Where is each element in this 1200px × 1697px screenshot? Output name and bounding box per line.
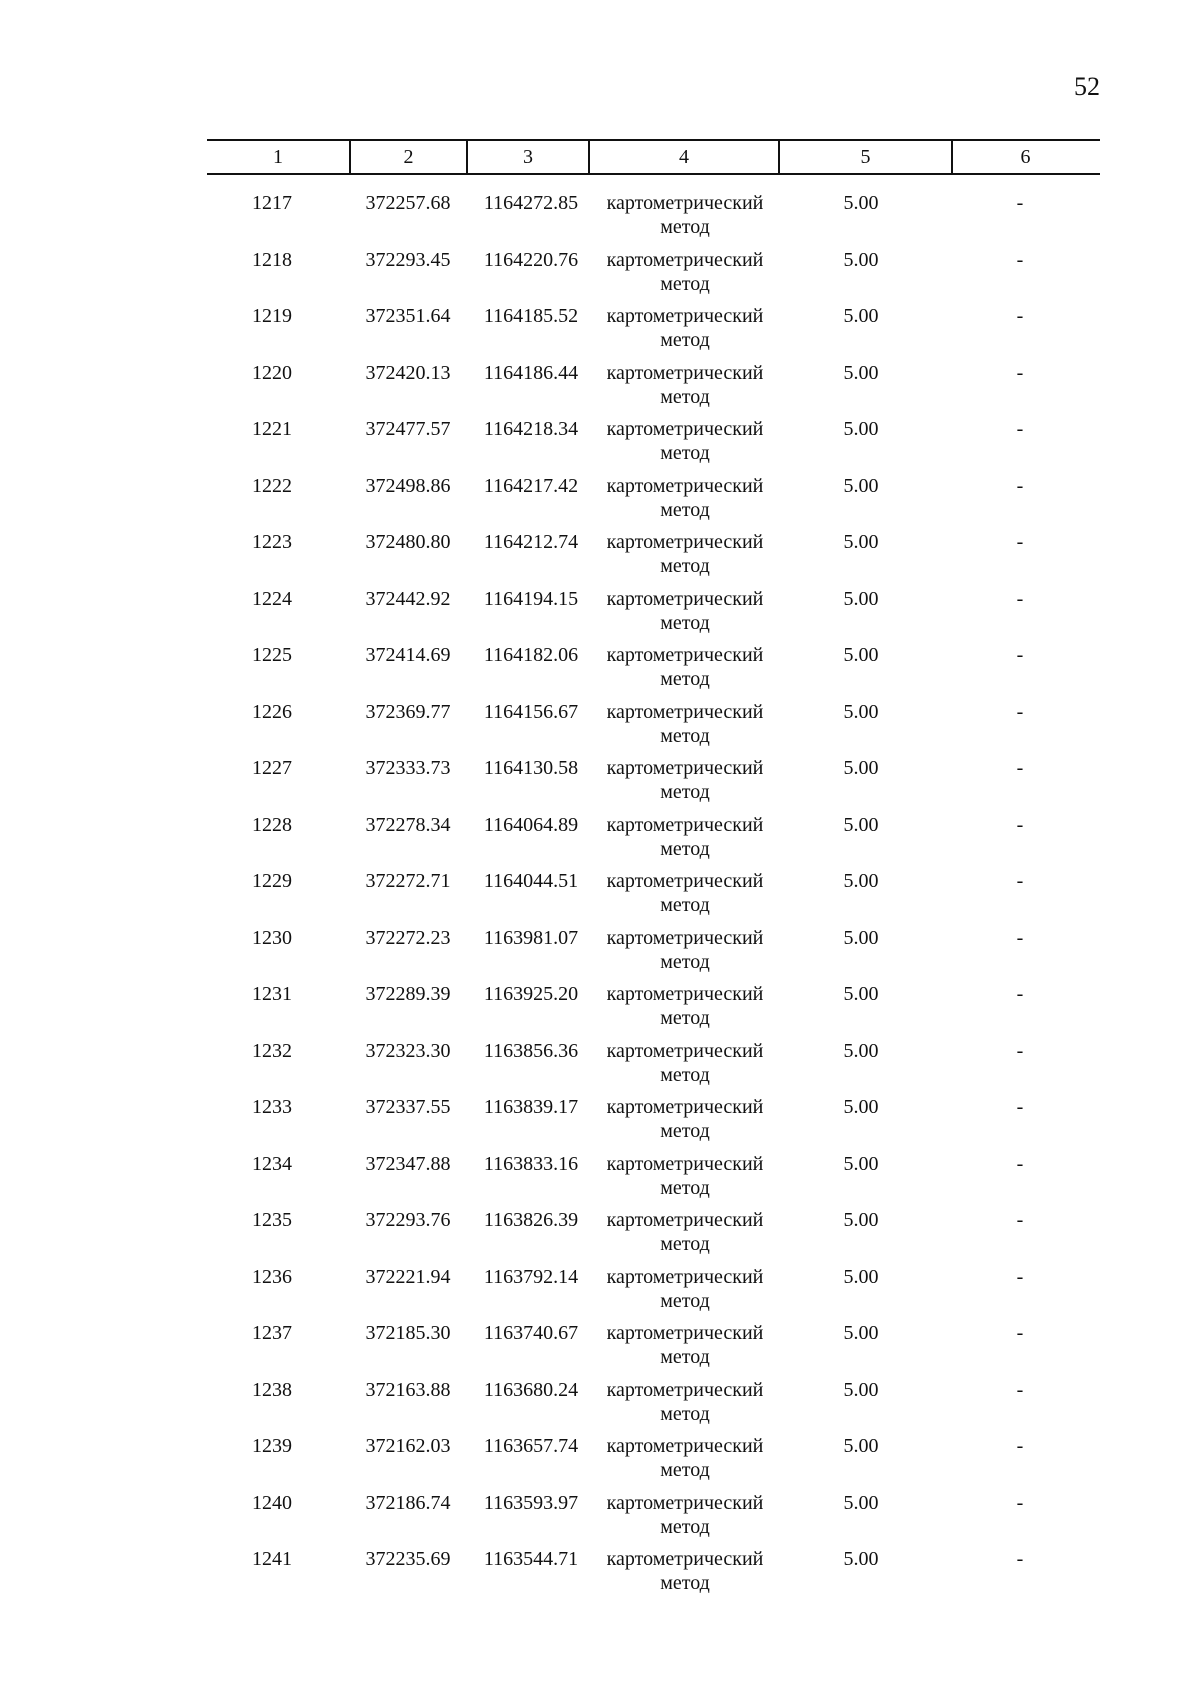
method-cell: картометрический метод [606,644,764,690]
coordinate-x-cell: 372337.55 [365,1096,451,1118]
point-number-cell: 1240 [252,1491,292,1514]
table-row [0,982,1200,1039]
note-cell: - [1016,1209,1024,1231]
page-number: 52 [1074,72,1100,101]
coordinate-x-cell: 372278.34 [365,813,451,836]
method-cell: картометрический метод [606,474,764,521]
precision-cell: 5.00 [843,700,879,723]
point-number-cell: 1229 [252,870,292,892]
table-row [0,1378,1200,1435]
coordinate-y-cell: 1163925.20 [483,983,579,1005]
coordinate-x-cell: 372235.69 [365,1548,451,1570]
coordinate-x-cell: 372162.03 [365,1435,451,1457]
method-cell: картометрический метод [606,305,764,351]
precision-cell: 5.00 [843,531,879,553]
coordinate-x-cell: 372351.64 [365,305,451,327]
note-cell: - [1016,1435,1024,1457]
coordinate-x-cell: 372498.86 [365,474,451,497]
method-cell: картометрический метод [606,531,764,577]
note-cell: - [1016,870,1024,892]
method-cell: картометрический метод [606,587,764,634]
note-cell: - [1016,813,1024,836]
method-cell: картометрический метод [606,813,764,860]
point-number-cell: 1238 [252,1378,292,1401]
method-cell: картометрический метод [606,1491,764,1538]
point-number-cell: 1231 [252,983,292,1005]
precision-cell: 5.00 [843,1152,879,1175]
method-cell: картометрический метод [606,361,764,408]
coordinate-x-cell: 372420.13 [365,361,451,384]
table-row [0,756,1200,813]
precision-cell: 5.00 [843,418,879,440]
method-cell: картометрический метод [606,983,764,1029]
coordinate-y-cell: 1164212.74 [483,531,579,553]
method-cell: картометрический метод [606,1096,764,1142]
table-row [0,1265,1200,1322]
precision-cell: 5.00 [843,1322,879,1344]
precision-cell: 5.00 [843,587,879,610]
coordinate-x-cell: 372186.74 [365,1491,451,1514]
column-header-5: 5 [860,146,871,168]
point-number-cell: 1221 [252,418,292,440]
coordinate-y-cell: 1164194.15 [483,587,579,610]
coordinate-x-cell: 372293.45 [365,248,451,271]
note-cell: - [1016,1378,1024,1401]
note-cell: - [1016,757,1024,779]
point-number-cell: 1225 [252,644,292,666]
point-number-cell: 1224 [252,587,292,610]
coordinate-x-cell: 372293.76 [365,1209,451,1231]
precision-cell: 5.00 [843,192,879,214]
note-cell: - [1016,1491,1024,1514]
table-header [207,139,1100,175]
table-row [0,869,1200,926]
method-cell: картометрический метод [606,1548,764,1594]
point-number-cell: 1218 [252,248,292,271]
point-number-cell: 1234 [252,1152,292,1175]
precision-cell: 5.00 [843,1039,879,1062]
note-cell: - [1016,531,1024,553]
coordinate-x-cell: 372272.71 [365,870,451,892]
method-cell: картометрический метод [606,700,764,747]
coordinate-y-cell: 1163856.36 [483,1039,579,1062]
note-cell: - [1016,1096,1024,1118]
method-cell: картометрический метод [606,418,764,464]
table-row [0,304,1200,361]
table-row [0,813,1200,870]
point-number-cell: 1228 [252,813,292,836]
coordinate-y-cell: 1163544.71 [483,1548,579,1570]
precision-cell: 5.00 [843,1096,879,1118]
point-number-cell: 1223 [252,531,292,553]
table-row [0,191,1200,248]
note-cell: - [1016,248,1024,271]
point-number-cell: 1237 [252,1322,292,1344]
coordinate-x-cell: 372221.94 [365,1265,451,1288]
precision-cell: 5.00 [843,1209,879,1231]
coordinate-y-cell: 1164064.89 [483,813,579,836]
precision-cell: 5.00 [843,757,879,779]
note-cell: - [1016,1265,1024,1288]
table-row [0,361,1200,418]
coordinate-x-cell: 372347.88 [365,1152,451,1175]
coordinate-y-cell: 1164156.67 [483,700,579,723]
coordinate-y-cell: 1164182.06 [483,644,579,666]
coordinate-y-cell: 1164044.51 [483,870,579,892]
coordinate-x-cell: 372257.68 [365,192,451,214]
coordinate-y-cell: 1163792.14 [483,1265,579,1288]
point-number-cell: 1222 [252,474,292,497]
note-cell: - [1016,700,1024,723]
table-row [0,1152,1200,1209]
point-number-cell: 1227 [252,757,292,779]
coordinate-x-cell: 372369.77 [365,700,451,723]
point-number-cell: 1235 [252,1209,292,1231]
method-cell: картометрический метод [606,1209,764,1255]
table-row [0,1208,1200,1265]
coordinate-x-cell: 372442.92 [365,587,451,610]
coordinate-x-cell: 372163.88 [365,1378,451,1401]
precision-cell: 5.00 [843,1435,879,1457]
precision-cell: 5.00 [843,1491,879,1514]
precision-cell: 5.00 [843,1378,879,1401]
precision-cell: 5.00 [843,644,879,666]
point-number-cell: 1219 [252,305,292,327]
method-cell: картометрический метод [606,870,764,916]
coordinate-y-cell: 1164186.44 [483,361,579,384]
point-number-cell: 1236 [252,1265,292,1288]
precision-cell: 5.00 [843,926,879,949]
precision-cell: 5.00 [843,248,879,271]
note-cell: - [1016,361,1024,384]
column-header-1: 1 [273,146,283,168]
coordinate-x-cell: 372289.39 [365,983,451,1005]
precision-cell: 5.00 [843,305,879,327]
note-cell: - [1016,1039,1024,1062]
point-number-cell: 1230 [252,926,292,949]
table-row [0,417,1200,474]
point-number-cell: 1239 [252,1435,292,1457]
note-cell: - [1016,474,1024,497]
note-cell: - [1016,587,1024,610]
method-cell: картометрический метод [606,1378,764,1425]
note-cell: - [1016,192,1024,214]
table-row [0,248,1200,305]
precision-cell: 5.00 [843,813,879,836]
coordinate-x-cell: 372477.57 [365,418,451,440]
coordinate-y-cell: 1164272.85 [483,192,579,214]
coordinate-y-cell: 1163826.39 [483,1209,579,1231]
table-body [0,191,1200,1604]
coordinate-y-cell: 1164220.76 [483,248,579,271]
note-cell: - [1016,1152,1024,1175]
note-cell: - [1016,418,1024,440]
precision-cell: 5.00 [843,1265,879,1288]
coordinate-x-cell: 372185.30 [365,1322,451,1344]
precision-cell: 5.00 [843,474,879,497]
column-header-6: 6 [1020,146,1031,168]
column-header-3: 3 [523,146,533,168]
column-header-2: 2 [403,146,414,168]
coordinate-x-cell: 372323.30 [365,1039,451,1062]
table-row [0,587,1200,644]
method-cell: картометрический метод [606,248,764,295]
point-number-cell: 1233 [252,1096,292,1118]
table-row [0,530,1200,587]
method-cell: картометрический метод [606,1265,764,1312]
coordinate-y-cell: 1163593.97 [483,1491,579,1514]
coordinate-x-cell: 372272.23 [365,926,451,949]
column-header-4: 4 [679,146,689,168]
method-cell: картометрический метод [606,1039,764,1086]
coordinate-y-cell: 1164130.58 [483,757,579,779]
precision-cell: 5.00 [843,361,879,384]
coordinate-y-cell: 1164217.42 [483,474,579,497]
coordinate-y-cell: 1163680.24 [483,1378,579,1401]
table-row [0,474,1200,531]
coordinate-y-cell: 1163839.17 [483,1096,579,1118]
table-row [0,1547,1200,1604]
coordinate-y-cell: 1163981.07 [483,926,579,949]
table-row [0,700,1200,757]
coordinate-y-cell: 1163657.74 [483,1435,579,1457]
coordinate-y-cell: 1163833.16 [483,1152,579,1175]
coordinate-x-cell: 372414.69 [365,644,451,666]
method-cell: картометрический метод [606,1152,764,1199]
point-number-cell: 1232 [252,1039,292,1062]
note-cell: - [1016,644,1024,666]
table-row [0,1039,1200,1096]
point-number-cell: 1226 [252,700,292,723]
coordinate-y-cell: 1163740.67 [483,1322,579,1344]
table-row [0,1434,1200,1491]
note-cell: - [1016,1322,1024,1344]
method-cell: картометрический метод [606,926,764,973]
method-cell: картометрический метод [606,192,764,238]
note-cell: - [1016,1548,1024,1570]
note-cell: - [1016,926,1024,949]
precision-cell: 5.00 [843,870,879,892]
table-row [0,1321,1200,1378]
precision-cell: 5.00 [843,1548,879,1570]
table-row [0,1491,1200,1548]
table-row [0,926,1200,983]
note-cell: - [1016,983,1024,1005]
point-number-cell: 1217 [252,192,292,214]
table-row [0,643,1200,700]
point-number-cell: 1241 [252,1548,292,1570]
point-number-cell: 1220 [252,361,292,384]
precision-cell: 5.00 [843,983,879,1005]
method-cell: картометрический метод [606,757,764,803]
coordinate-x-cell: 372480.80 [365,531,451,553]
table-row [0,1095,1200,1152]
coordinate-y-cell: 1164185.52 [483,305,579,327]
coordinate-y-cell: 1164218.34 [483,418,579,440]
method-cell: картометрический метод [606,1435,764,1481]
method-cell: картометрический метод [606,1322,764,1368]
note-cell: - [1016,305,1024,327]
coordinate-x-cell: 372333.73 [365,757,451,779]
